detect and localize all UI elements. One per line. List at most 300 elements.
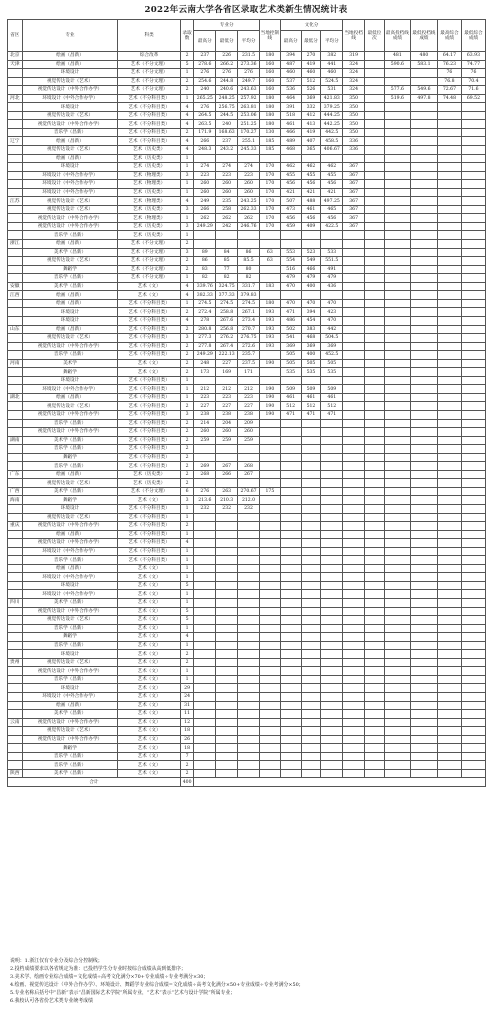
culture-min-cell: [301, 616, 321, 625]
filing-line-cell: [343, 599, 365, 608]
major-max-cell: [194, 667, 216, 676]
major-max-cell: [194, 684, 216, 693]
filing-line-cell: [343, 539, 365, 548]
culture-max-cell: 391: [280, 103, 301, 112]
count-cell: 2: [180, 77, 194, 86]
culture-max-cell: 512: [280, 402, 301, 411]
control-line-cell: [259, 428, 280, 437]
min-filing-cell: [410, 590, 437, 599]
major-avg-cell: [238, 513, 260, 522]
province-cell: [8, 376, 23, 385]
culture-min-cell: 466: [301, 265, 321, 274]
category-cell: 艺术（文）: [118, 769, 180, 778]
major-cell: 视觉传达设计（中外合作办学）: [22, 667, 118, 676]
control-line-cell: [259, 590, 280, 599]
table-row: [8, 299, 486, 308]
culture-min-cell: 460: [301, 69, 321, 78]
control-line-cell: [259, 675, 280, 684]
major-max-cell: 213.6: [194, 496, 216, 505]
filing-line-cell: [343, 248, 365, 257]
major-min-cell: 256.75: [216, 103, 238, 112]
count-cell: 1: [180, 188, 194, 197]
table-row: [8, 453, 486, 462]
max-filing-cell: [384, 274, 410, 283]
major-avg-cell: 263.81: [238, 103, 260, 112]
filing-line-cell: 350: [343, 111, 365, 120]
culture-max-cell: 461: [280, 120, 301, 129]
min-rank-cell: [365, 265, 385, 274]
min-composite-cell: [461, 624, 485, 633]
table-row: [8, 710, 486, 719]
max-filing-cell: [384, 282, 410, 291]
major-cell: 视觉传达设计（中外合作办学）: [22, 718, 118, 727]
province-cell: [8, 163, 23, 172]
province-cell: 河南: [8, 359, 23, 368]
major-cell: 环境设计: [22, 308, 118, 317]
major-max-cell: 277.3: [194, 334, 216, 343]
major-avg-cell: [238, 616, 260, 625]
max-composite-cell: [437, 197, 461, 206]
category-cell: 艺术（文）: [118, 282, 180, 291]
min-rank-cell: [365, 479, 385, 488]
control-line-cell: 63: [259, 257, 280, 266]
count-cell: 2: [180, 436, 194, 445]
max-filing-cell: [384, 325, 410, 334]
table-row: [8, 222, 486, 231]
table-row: [8, 205, 486, 214]
max-composite-cell: [437, 205, 461, 214]
count-cell: 2: [180, 402, 194, 411]
culture-avg-cell: 461: [321, 393, 343, 402]
culture-max-cell: 536: [280, 86, 301, 95]
min-rank-cell: [365, 342, 385, 351]
major-max-cell: [194, 616, 216, 625]
table-row: [8, 539, 486, 548]
min-composite-cell: [461, 248, 485, 257]
control-line-cell: [259, 291, 280, 300]
min-composite-cell: [461, 385, 485, 394]
count-cell: 2: [180, 470, 194, 479]
min-rank-cell: [365, 513, 385, 522]
culture-avg-cell: 452.5: [321, 351, 343, 360]
major-max-cell: 260: [194, 428, 216, 437]
filing-line-cell: [343, 231, 365, 240]
max-filing-cell: [384, 727, 410, 736]
min-rank-cell: [365, 718, 385, 727]
category-cell: 艺术（不分文理）: [118, 86, 180, 95]
culture-avg-cell: [321, 761, 343, 770]
category-cell: 艺术（不分科目类）: [118, 445, 180, 454]
major-min-cell: 227: [216, 402, 238, 411]
max-composite-cell: [437, 146, 461, 155]
min-filing-cell: [410, 231, 437, 240]
min-filing-cell: [410, 513, 437, 522]
province-cell: [8, 419, 23, 428]
min-filing-cell: [410, 393, 437, 402]
min-rank-cell: [365, 231, 385, 240]
culture-avg-cell: 470: [321, 299, 343, 308]
table-row: [8, 658, 486, 667]
note-line: 5.专业名称后括号中“昌新”表示“昌新国际艺术学院”所属专业，“艺术”表示“艺术与设计学院”所属专业；: [10, 990, 236, 997]
table-row: [8, 385, 486, 394]
province-cell: [8, 504, 23, 513]
culture-max-cell: 541: [280, 334, 301, 343]
culture-max-cell: [280, 744, 301, 753]
min-filing-cell: [410, 445, 437, 454]
culture-avg-cell: [321, 641, 343, 650]
major-max-cell: [194, 607, 216, 616]
min-rank-cell: [365, 445, 385, 454]
min-filing-cell: [410, 616, 437, 625]
major-max-cell: 237: [194, 52, 216, 61]
count-cell: 4: [180, 120, 194, 129]
culture-avg-cell: [321, 496, 343, 505]
major-cell: 美术学（昌新）: [22, 710, 118, 719]
header-major-min: 最低分: [216, 31, 238, 52]
min-composite-cell: 63.93: [461, 52, 485, 61]
culture-avg-cell: [321, 675, 343, 684]
control-line-cell: 190: [259, 402, 280, 411]
major-avg-cell: [238, 154, 260, 163]
filing-line-cell: [343, 547, 365, 556]
province-cell: [8, 103, 23, 112]
major-avg-cell: 251.25: [238, 120, 260, 129]
control-line-cell: 180: [259, 94, 280, 103]
min-rank-cell: [365, 658, 385, 667]
min-composite-cell: [461, 376, 485, 385]
culture-min-cell: 523: [301, 248, 321, 257]
province-cell: [8, 607, 23, 616]
major-min-cell: [216, 564, 238, 573]
culture-max-cell: [280, 761, 301, 770]
control-line-cell: 180: [259, 52, 280, 61]
category-cell: 艺术（不分科目类）: [118, 342, 180, 351]
table-row: [8, 667, 486, 676]
major-min-cell: [216, 641, 238, 650]
min-filing-cell: [410, 650, 437, 659]
major-avg-cell: 85.5: [238, 257, 260, 266]
major-min-cell: [216, 599, 238, 608]
major-cell: 绘画（昌新）: [22, 52, 118, 61]
filing-line-cell: [343, 496, 365, 505]
major-avg-cell: 170.27: [238, 128, 260, 137]
province-cell: [8, 650, 23, 659]
min-composite-cell: [461, 710, 485, 719]
major-avg-cell: [238, 607, 260, 616]
table-row: [8, 462, 486, 471]
min-filing-cell: [410, 428, 437, 437]
filing-line-cell: [343, 274, 365, 283]
min-filing-cell: [410, 487, 437, 496]
max-filing-cell: [384, 197, 410, 206]
major-max-cell: 171.9: [194, 128, 216, 137]
culture-min-cell: [301, 581, 321, 590]
major-avg-cell: [238, 581, 260, 590]
major-max-cell: [194, 599, 216, 608]
culture-avg-cell: [321, 667, 343, 676]
max-filing-cell: [384, 103, 410, 112]
major-max-cell: 272.4: [194, 308, 216, 317]
table-row: [8, 171, 486, 180]
major-cell: 舞蹈学: [22, 633, 118, 642]
major-max-cell: [194, 769, 216, 778]
culture-min-cell: [301, 453, 321, 462]
min-rank-cell: [365, 428, 385, 437]
max-composite-cell: 64.17: [437, 52, 461, 61]
culture-min-cell: [301, 154, 321, 163]
min-filing-cell: [410, 154, 437, 163]
max-composite-cell: [437, 573, 461, 582]
min-filing-cell: [410, 240, 437, 249]
max-composite-cell: [437, 539, 461, 548]
table-row: [8, 445, 486, 454]
control-line-cell: 130: [259, 128, 280, 137]
min-rank-cell: [365, 299, 385, 308]
max-filing-cell: [384, 658, 410, 667]
control-line-cell: 193: [259, 316, 280, 325]
major-avg-cell: [238, 667, 260, 676]
major-cell: 音乐学（昌新）: [22, 419, 118, 428]
min-rank-cell: [365, 197, 385, 206]
major-min-cell: [216, 573, 238, 582]
major-min-cell: 243.2: [216, 146, 238, 155]
min-composite-cell: [461, 641, 485, 650]
major-avg-cell: 267.1: [238, 308, 260, 317]
culture-min-cell: 365: [301, 146, 321, 155]
major-min-cell: 260: [216, 188, 238, 197]
culture-avg-cell: [321, 556, 343, 565]
culture-max-cell: 473: [280, 205, 301, 214]
category-cell: 艺术（文）: [118, 693, 180, 702]
category-cell: 艺术（不分科目类）: [118, 436, 180, 445]
category-cell: 艺术（不分文理）: [118, 487, 180, 496]
table-row: [8, 146, 486, 155]
table-row: [8, 727, 486, 736]
province-cell: [8, 633, 23, 642]
count-cell: 1: [180, 624, 194, 633]
major-min-cell: 85: [216, 257, 238, 266]
province-cell: 贵州: [8, 658, 23, 667]
major-max-cell: [194, 530, 216, 539]
culture-max-cell: 471: [280, 308, 301, 317]
min-composite-cell: [461, 752, 485, 761]
culture-min-cell: 462: [301, 163, 321, 172]
culture-max-cell: [280, 291, 301, 300]
max-filing-cell: [384, 752, 410, 761]
count-cell: 2: [180, 308, 194, 317]
min-composite-cell: [461, 197, 485, 206]
table-row: [8, 180, 486, 189]
major-max-cell: [194, 624, 216, 633]
culture-avg-cell: 369: [321, 342, 343, 351]
culture-min-cell: 383: [301, 325, 321, 334]
province-cell: [8, 462, 23, 471]
culture-max-cell: 466: [280, 128, 301, 137]
major-cell: 视觉传达设计（艺术）: [22, 77, 118, 86]
province-cell: [8, 667, 23, 676]
major-avg-cell: 171: [238, 368, 260, 377]
major-max-cell: [194, 479, 216, 488]
min-composite-cell: [461, 188, 485, 197]
max-filing-cell: [384, 539, 410, 548]
total-row: [8, 778, 486, 787]
min-rank-cell: [365, 752, 385, 761]
major-avg-cell: 80: [238, 265, 260, 274]
table-row: [8, 128, 486, 137]
max-filing-cell: [384, 718, 410, 727]
note-line: 4.绘画、视觉传达设计（中外合作办学）、环境设计、舞蹈学专业综合成绩=文化成绩÷高考文化满分×50+专业成绩÷专业考满分×50；: [10, 982, 304, 989]
major-max-cell: 223: [194, 171, 216, 180]
min-rank-cell: [365, 163, 385, 172]
culture-max-cell: 470: [280, 299, 301, 308]
culture-min-cell: [301, 735, 321, 744]
min-rank-cell: [365, 607, 385, 616]
major-max-cell: [194, 522, 216, 531]
culture-avg-cell: 497.25: [321, 197, 343, 206]
min-composite-cell: [461, 556, 485, 565]
major-max-cell: [194, 633, 216, 642]
max-filing-cell: [384, 590, 410, 599]
category-cell: 艺术（不分科目类）: [118, 556, 180, 565]
province-cell: 河北: [8, 94, 23, 103]
min-composite-cell: [461, 607, 485, 616]
major-avg-cell: [238, 693, 260, 702]
province-cell: [8, 69, 23, 78]
filing-line-cell: [343, 453, 365, 462]
culture-avg-cell: 535: [321, 368, 343, 377]
min-rank-cell: [365, 633, 385, 642]
max-composite-cell: [437, 693, 461, 702]
control-line-cell: [259, 718, 280, 727]
min-rank-cell: [365, 769, 385, 778]
major-avg-cell: [238, 633, 260, 642]
major-avg-cell: 237.5: [238, 359, 260, 368]
culture-max-cell: [280, 701, 301, 710]
culture-avg-cell: [321, 727, 343, 736]
min-filing-cell: [410, 410, 437, 419]
max-filing-cell: [384, 744, 410, 753]
filing-line-cell: [343, 419, 365, 428]
filing-line-cell: [343, 445, 365, 454]
culture-avg-cell: 460: [321, 69, 343, 78]
major-min-cell: 267.6: [216, 316, 238, 325]
max-composite-cell: [437, 393, 461, 402]
major-max-cell: [194, 581, 216, 590]
min-rank-cell: [365, 581, 385, 590]
major-cell: 绘画（昌新）: [22, 240, 118, 249]
min-filing-cell: [410, 539, 437, 548]
culture-max-cell: 554: [280, 257, 301, 266]
culture-min-cell: [301, 436, 321, 445]
major-avg-cell: [238, 590, 260, 599]
major-min-cell: 168.63: [216, 128, 238, 137]
culture-min-cell: [301, 470, 321, 479]
count-cell: 18: [180, 744, 194, 753]
filing-line-cell: [343, 351, 365, 360]
filing-line-cell: [343, 573, 365, 582]
max-composite-cell: [437, 684, 461, 693]
table-row: [8, 590, 486, 599]
province-cell: [8, 188, 23, 197]
major-max-cell: [194, 564, 216, 573]
province-cell: [8, 342, 23, 351]
culture-min-cell: [301, 556, 321, 565]
max-filing-cell: [384, 693, 410, 702]
min-filing-cell: [410, 573, 437, 582]
header-control-line: 当地控制线: [259, 20, 280, 52]
category-cell: 艺术（不分文理）: [118, 257, 180, 266]
max-composite-cell: [437, 701, 461, 710]
culture-min-cell: [301, 564, 321, 573]
count-cell: 3: [180, 222, 194, 231]
filing-line-cell: [343, 641, 365, 650]
max-filing-cell: [384, 616, 410, 625]
max-filing-cell: [384, 530, 410, 539]
control-line-cell: 170: [259, 197, 280, 206]
min-composite-cell: [461, 769, 485, 778]
major-min-cell: [216, 667, 238, 676]
culture-avg-cell: [321, 470, 343, 479]
category-cell: 艺术（不分文理）: [118, 77, 180, 86]
culture-min-cell: [301, 667, 321, 676]
culture-avg-cell: [321, 718, 343, 727]
min-filing-cell: 497.8: [410, 94, 437, 103]
max-filing-cell: [384, 146, 410, 155]
culture-max-cell: [280, 735, 301, 744]
category-cell: 艺术（文）: [118, 650, 180, 659]
min-filing-cell: [410, 385, 437, 394]
max-filing-cell: [384, 453, 410, 462]
control-line-cell: [259, 607, 280, 616]
count-cell: 2: [180, 522, 194, 531]
province-cell: 广西: [8, 487, 23, 496]
major-max-cell: 227: [194, 402, 216, 411]
min-filing-cell: [410, 419, 437, 428]
culture-max-cell: 505: [280, 359, 301, 368]
min-rank-cell: [365, 52, 385, 61]
control-line-cell: [259, 710, 280, 719]
culture-avg-cell: 524.5: [321, 77, 343, 86]
major-max-cell: [194, 453, 216, 462]
culture-max-cell: [280, 641, 301, 650]
table-row: [8, 650, 486, 659]
min-composite-cell: [461, 658, 485, 667]
culture-avg-cell: [321, 735, 343, 744]
culture-avg-cell: 470: [321, 316, 343, 325]
count-cell: 1: [180, 504, 194, 513]
culture-min-cell: [301, 419, 321, 428]
culture-min-cell: 419: [301, 60, 321, 69]
filing-line-cell: [343, 658, 365, 667]
major-max-cell: [194, 658, 216, 667]
major-max-cell: 278: [194, 316, 216, 325]
culture-avg-cell: [321, 479, 343, 488]
header-culture-max: 最高分: [280, 31, 301, 52]
major-cell: 视觉传达设计（中外合作办学）: [22, 86, 118, 95]
culture-min-cell: [301, 607, 321, 616]
table-row: [8, 599, 486, 608]
max-composite-cell: 76: [437, 69, 461, 78]
max-filing-cell: [384, 761, 410, 770]
major-max-cell: [194, 641, 216, 650]
min-filing-cell: [410, 530, 437, 539]
major-max-cell: 276: [194, 487, 216, 496]
min-filing-cell: [410, 667, 437, 676]
filing-line-cell: 350: [343, 120, 365, 129]
major-min-cell: [216, 752, 238, 761]
major-avg-cell: 268: [238, 462, 260, 471]
category-cell: 艺术（文）: [118, 368, 180, 377]
